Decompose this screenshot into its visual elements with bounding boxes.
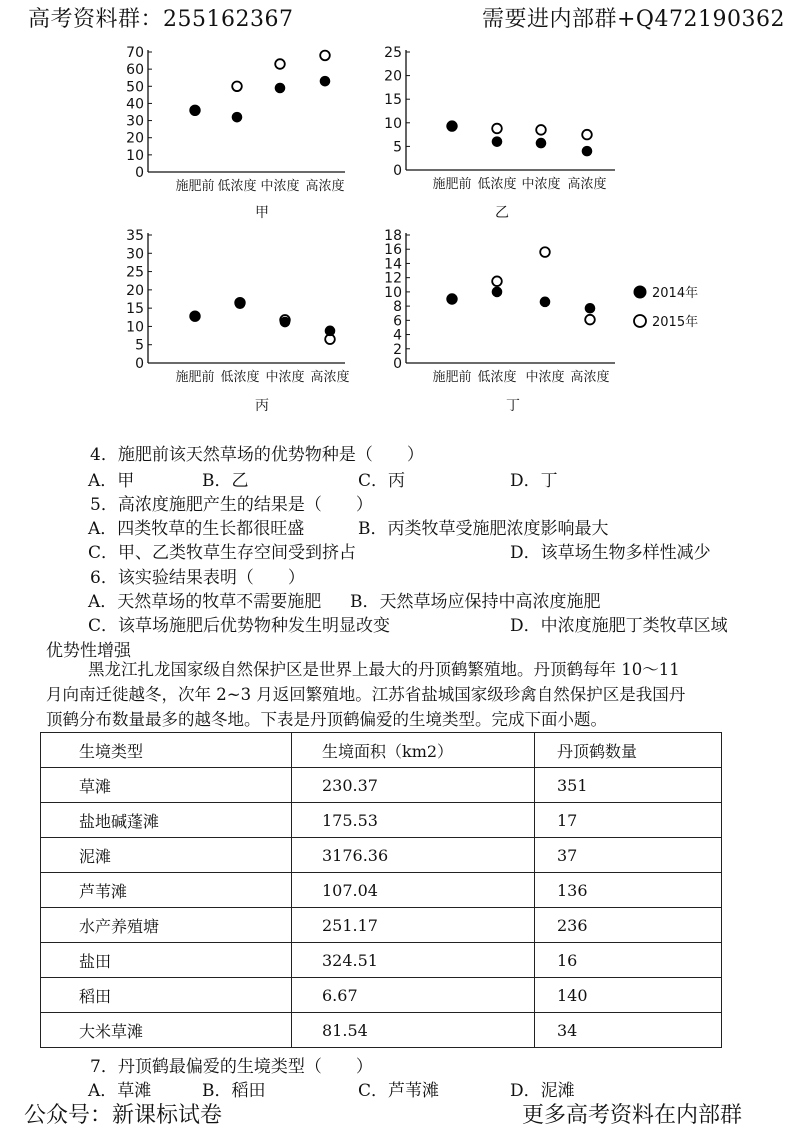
point-2015 xyxy=(232,81,242,91)
header-left: 高考资料群：255162367 xyxy=(28,7,294,32)
x-tick-label: 低浓度 xyxy=(217,179,257,194)
y-tick-label: 0 xyxy=(135,165,144,181)
x-tick-label: 中浓度 xyxy=(525,370,565,385)
q4-option-a: A．甲 xyxy=(88,471,135,491)
table-row xyxy=(41,768,722,803)
y-tick-label: 12 xyxy=(384,270,402,287)
y-tick-label: 10 xyxy=(384,284,402,301)
y-tick-label: 15 xyxy=(384,92,402,109)
q7-option-a: A．草滩 xyxy=(88,1081,152,1101)
point-2014 xyxy=(540,297,550,307)
table-cell: 草滩 xyxy=(41,768,292,803)
table-row xyxy=(41,1013,722,1048)
point-2014 xyxy=(536,138,546,148)
q7-stem: 7．丹顶鹤最偏爱的生境类型（ ） xyxy=(90,1057,373,1077)
table-cell: 140 xyxy=(535,978,722,1013)
q6-option-b: B．天然草场应保持中高浓度施肥 xyxy=(350,592,601,612)
q5-option-c: C．甲、乙类牧草生存空间受到挤占 xyxy=(88,543,357,563)
table-cell: 175.53 xyxy=(292,803,535,838)
y-tick-label: 8 xyxy=(393,299,402,316)
q6-stem: 6．该实验结果表明（ ） xyxy=(90,568,305,588)
table-header-cell: 生境面积（km2） xyxy=(292,733,535,768)
table-cell: 16 xyxy=(535,943,722,978)
legend-marker-2015 xyxy=(634,315,646,327)
table-header-row xyxy=(41,733,722,768)
q6-option-d-cont: 优势性增强 xyxy=(46,641,131,661)
table-cell: 136 xyxy=(535,873,722,908)
y-tick-label: 50 xyxy=(126,79,144,96)
q4-option-b: B．乙 xyxy=(202,471,249,491)
y-tick-label: 20 xyxy=(384,68,402,85)
table-cell: 水产养殖塘 xyxy=(41,908,292,943)
x-tick-label: 中浓度 xyxy=(260,179,300,194)
x-tick-label: 施肥前 xyxy=(175,370,215,385)
point-2015 xyxy=(320,51,330,61)
table-cell: 6.67 xyxy=(292,978,535,1013)
passage-line-2: 月向南迁徙越冬，次年 2~3 月返回繁殖地。江苏省盐城国家级珍禽自然保护区是我国丹 xyxy=(46,685,686,704)
y-tick-label: 70 xyxy=(126,45,144,61)
y-tick-label: 30 xyxy=(126,113,144,130)
table-cell: 251.17 xyxy=(292,908,535,943)
y-tick-label: 5 xyxy=(393,139,402,156)
point-2014 xyxy=(320,76,330,86)
y-tick-label: 10 xyxy=(126,147,144,164)
q4-option-c: C．丙 xyxy=(358,471,406,491)
q5-option-a: A．四类牧草的生长都很旺盛 xyxy=(88,519,305,539)
passage-line-1: 黑龙江扎龙国家级自然保护区是世界上最大的丹顶鹤繁殖地。丹顶鹤每年 10～11 xyxy=(88,660,680,679)
point-2015 xyxy=(536,125,546,135)
legend-marker-2014 xyxy=(634,286,646,298)
habitat-table xyxy=(40,732,722,1048)
x-tick-label: 施肥前 xyxy=(432,177,472,192)
chart-figure xyxy=(0,0,800,430)
table-row xyxy=(41,803,722,838)
y-tick-label: 14 xyxy=(384,256,402,273)
y-tick-label: 0 xyxy=(135,356,144,372)
panel-label: 乙 xyxy=(495,205,509,221)
panel-label: 丙 xyxy=(255,398,269,414)
table-cell: 盐地碱蓬滩 xyxy=(41,803,292,838)
table-cell: 107.04 xyxy=(292,873,535,908)
y-tick-label: 20 xyxy=(126,130,144,147)
table-cell: 盐田 xyxy=(41,943,292,978)
y-tick-label: 0 xyxy=(393,163,402,179)
y-tick-label: 35 xyxy=(126,228,144,244)
y-tick-label: 60 xyxy=(126,62,144,79)
y-tick-label: 25 xyxy=(384,45,402,61)
panel-label: 丁 xyxy=(506,398,520,414)
table-cell: 351 xyxy=(535,768,722,803)
footer-right: 更多高考资料在内部群 xyxy=(522,1103,743,1128)
q5-option-d: D．该草场生物多样性减少 xyxy=(510,543,711,563)
panel-label: 甲 xyxy=(255,205,269,221)
table-cell: 324.51 xyxy=(292,943,535,978)
legend-label-2015: 2015年 xyxy=(652,315,699,330)
point-2014 xyxy=(585,303,595,313)
passage-line-3: 顶鹤分布数量最多的越冬地。下表是丹顶鹤偏爱的生境类型。完成下面小题。 xyxy=(46,710,607,729)
table-cell: 37 xyxy=(535,838,722,873)
legend-label-2014: 2014年 xyxy=(652,286,699,301)
q4-option-d: D．丁 xyxy=(510,471,558,491)
point-2015 xyxy=(492,124,502,134)
table-header-cell: 丹顶鹤数量 xyxy=(535,733,722,768)
table-row xyxy=(41,943,722,978)
point-2014 xyxy=(492,287,502,297)
table-cell: 236 xyxy=(535,908,722,943)
table-cell: 3176.36 xyxy=(292,838,535,873)
x-tick-label: 低浓度 xyxy=(477,370,517,385)
y-tick-label: 4 xyxy=(393,327,402,344)
q4-stem: 4．施肥前该天然草场的优势物种是（ ） xyxy=(90,445,424,465)
y-tick-label: 6 xyxy=(393,313,402,330)
point-2015 xyxy=(492,276,502,286)
table-cell: 稻田 xyxy=(41,978,292,1013)
q6-option-d: D．中浓度施肥丁类牧草区域 xyxy=(510,616,728,636)
y-tick-label: 16 xyxy=(384,242,402,259)
x-tick-label: 施肥前 xyxy=(432,370,472,385)
x-tick-label: 施肥前 xyxy=(175,179,215,194)
table-cell: 芦苇滩 xyxy=(41,873,292,908)
q7-option-d: D．泥滩 xyxy=(510,1081,575,1101)
table-row xyxy=(41,978,722,1013)
y-tick-label: 25 xyxy=(126,264,144,281)
point-2014 xyxy=(275,83,285,93)
y-tick-label: 2 xyxy=(393,341,402,358)
table-cell: 230.37 xyxy=(292,768,535,803)
point-2014 xyxy=(232,112,242,122)
table-row xyxy=(41,873,722,908)
x-tick-label: 高浓度 xyxy=(310,370,350,385)
x-tick-label: 高浓度 xyxy=(305,179,345,194)
q5-stem: 5．高浓度施肥产生的结果是（ ） xyxy=(90,495,373,515)
point-2015 xyxy=(275,59,285,69)
y-tick-label: 10 xyxy=(126,319,144,336)
y-tick-label: 0 xyxy=(393,356,402,372)
point-2015 xyxy=(585,315,595,325)
table-cell: 泥滩 xyxy=(41,838,292,873)
x-tick-label: 低浓度 xyxy=(477,177,517,192)
table-cell: 81.54 xyxy=(292,1013,535,1048)
x-tick-label: 中浓度 xyxy=(521,177,561,192)
q5-option-b: B．丙类牧草受施肥浓度影响最大 xyxy=(358,519,609,539)
point-2014 xyxy=(492,137,502,147)
table-cell: 大米草滩 xyxy=(41,1013,292,1048)
x-tick-label: 低浓度 xyxy=(220,370,260,385)
y-tick-label: 5 xyxy=(135,337,144,354)
q6-option-c: C．该草场施肥后优势物种发生明显改变 xyxy=(88,616,391,636)
point-2014 xyxy=(582,146,592,156)
table-cell: 34 xyxy=(535,1013,722,1048)
y-tick-label: 30 xyxy=(126,246,144,263)
y-tick-label: 18 xyxy=(384,228,402,244)
q7-option-c: C．芦苇滩 xyxy=(358,1081,440,1101)
q7-option-b: B．稻田 xyxy=(202,1081,266,1101)
table-row xyxy=(41,908,722,943)
table-row xyxy=(41,838,722,873)
table-header-cell: 生境类型 xyxy=(41,733,292,768)
x-tick-label: 中浓度 xyxy=(265,370,305,385)
x-tick-label: 高浓度 xyxy=(567,177,607,192)
x-tick-label: 高浓度 xyxy=(570,370,610,385)
table-cell: 17 xyxy=(535,803,722,838)
y-tick-label: 40 xyxy=(126,96,144,113)
y-tick-label: 20 xyxy=(126,282,144,299)
y-tick-label: 15 xyxy=(126,301,144,318)
footer-left: 公众号：新课标试卷 xyxy=(24,1103,223,1128)
passage xyxy=(46,657,786,732)
q6-option-a: A．天然草场的牧草不需要施肥 xyxy=(88,592,322,612)
y-tick-label: 10 xyxy=(384,115,402,132)
header-right: 需要进内部群+Q472190362 xyxy=(482,7,785,32)
point-2015 xyxy=(540,247,550,257)
point-2015 xyxy=(582,130,592,140)
